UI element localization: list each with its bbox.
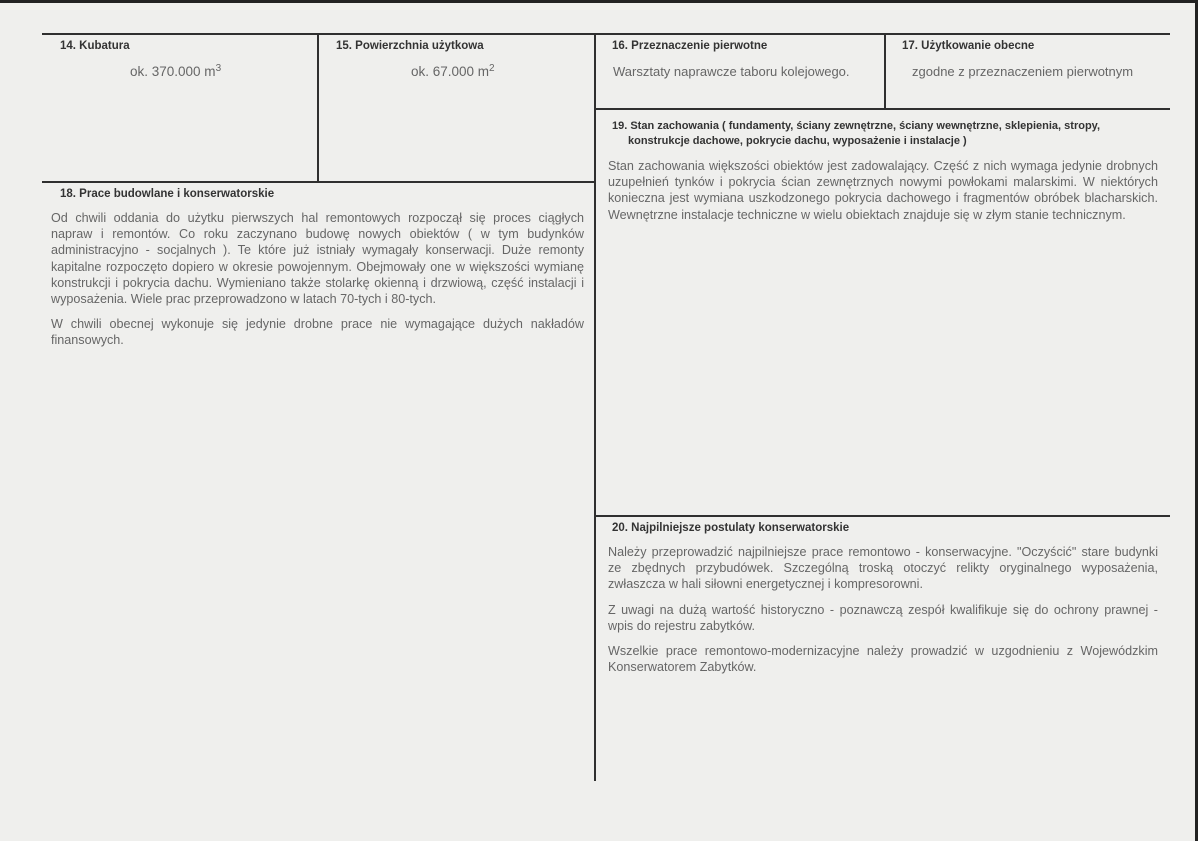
rule-top — [42, 33, 1170, 35]
rule-below-14-15 — [42, 181, 595, 183]
field-19-text — [608, 158, 1158, 232]
field-19-label-line-1: 19. Stan zachowania ( fundamenty, ściany zewnętrzne, ściany wewnętrzne, sklepienia, stropy, — [612, 120, 1101, 132]
field-18-text — [51, 210, 584, 358]
field-18-label: 18. Prace budowlane i konserwatorskie — [60, 188, 275, 200]
field-17-value: zgodne z przeznaczeniem pierwotnym — [912, 64, 1134, 79]
field-18-paragraph-2: W chwili obecnej wykonuje się jedynie drobne prace nie wymagające dużych nakładów finansowych. — [51, 317, 584, 348]
field-18-paragraph-1: Od chwili oddania do użytku pierwszych hal remontowych rozpoczął się proces ciągłych napraw i remontów. Co roku zaczynano budowę nowych obiektów ( w tym budynków administracyjno - socjalnych ). Te które już istniały wymagały konserwacji. Duże remonty kapitalne rozpoczęto dopiero w okresie powojennym. Obejmowały one w większości wymianę konstrukcji i pokrycia dachu. Wymieniano także stolarkę okienną i drzwiową, część instalacji i wyposażenia. Wiele prac przeprowadzono w latach 70-tych i 80-tych. — [51, 211, 584, 307]
rule-below-16-17 — [594, 108, 1170, 110]
field-14-unit-sup: 3 — [215, 63, 222, 74]
scan-edge-top — [0, 0, 1198, 3]
field-20-paragraph-2: Z uwagi na dużą wartość historyczno - poznawczą zespół kwalifikuje się do ochrony prawnej - wpis do rejestru zabytków. — [608, 602, 1158, 633]
field-17-label: 17. Użytkowanie obecne — [902, 40, 1035, 52]
field-19-label-line-2: konstrukcje dachowe, pokrycie dachu, wyposażenie i instalacje ) — [628, 135, 967, 147]
field-20-label: 20. Najpilniejsze postulaty konserwatorskie — [612, 522, 850, 534]
rule-divider-14-15 — [317, 33, 319, 182]
field-15-value-text: ok. 67.000 m — [411, 64, 490, 79]
field-20-text — [608, 544, 1158, 684]
field-16-label: 16. Przeznaczenie pierwotne — [612, 40, 768, 52]
field-16-value: Warsztaty naprawcze taboru kolejowego. — [613, 64, 850, 79]
field-14-value-text: ok. 370.000 m — [130, 64, 216, 79]
rule-center — [594, 33, 596, 781]
field-19-paragraph-1: Stan zachowania większości obiektów jest zadowalający. Część z nich wymaga jedynie drobnych uzupełnień tynków i pokrycia ścian zewnętrznych nowymi powłokami malarskimi. W niektórych konieczna jest wymiana uszkodzonego pokrycia dachowego i fragmentów obróbek blacharskich. Wewnętrzne instalacje techniczne w wielu obiektach znajduje się w złym stanie technicznym. — [608, 159, 1158, 222]
field-14-label: 14. Kubatura — [60, 40, 130, 52]
field-15-unit-sup: 2 — [489, 63, 495, 74]
field-15-label: 15. Powierzchnia użytkowa — [336, 40, 484, 52]
field-14-value — [130, 63, 221, 79]
field-20-paragraph-3: Wszelkie prace remontowo-modernizacyjne należy prowadzić w uzgodnieniu z Wojewódzkim Konserwatorem Zabytków. — [608, 644, 1158, 675]
rule-above-20 — [594, 515, 1170, 517]
rule-divider-16-17 — [884, 33, 886, 109]
field-15-value — [411, 63, 495, 79]
field-20-paragraph-1: Należy przeprowadzić najpilniejsze prace remontowo - konserwacyjne. "Oczyścić" stare budynki ze zbędnych przybudówek. Szczególną troską otoczyć relikty oryginalnego wyposażenia, zwłaszcza w hali siłowni energetycznej i kompresorowni. — [608, 545, 1158, 592]
